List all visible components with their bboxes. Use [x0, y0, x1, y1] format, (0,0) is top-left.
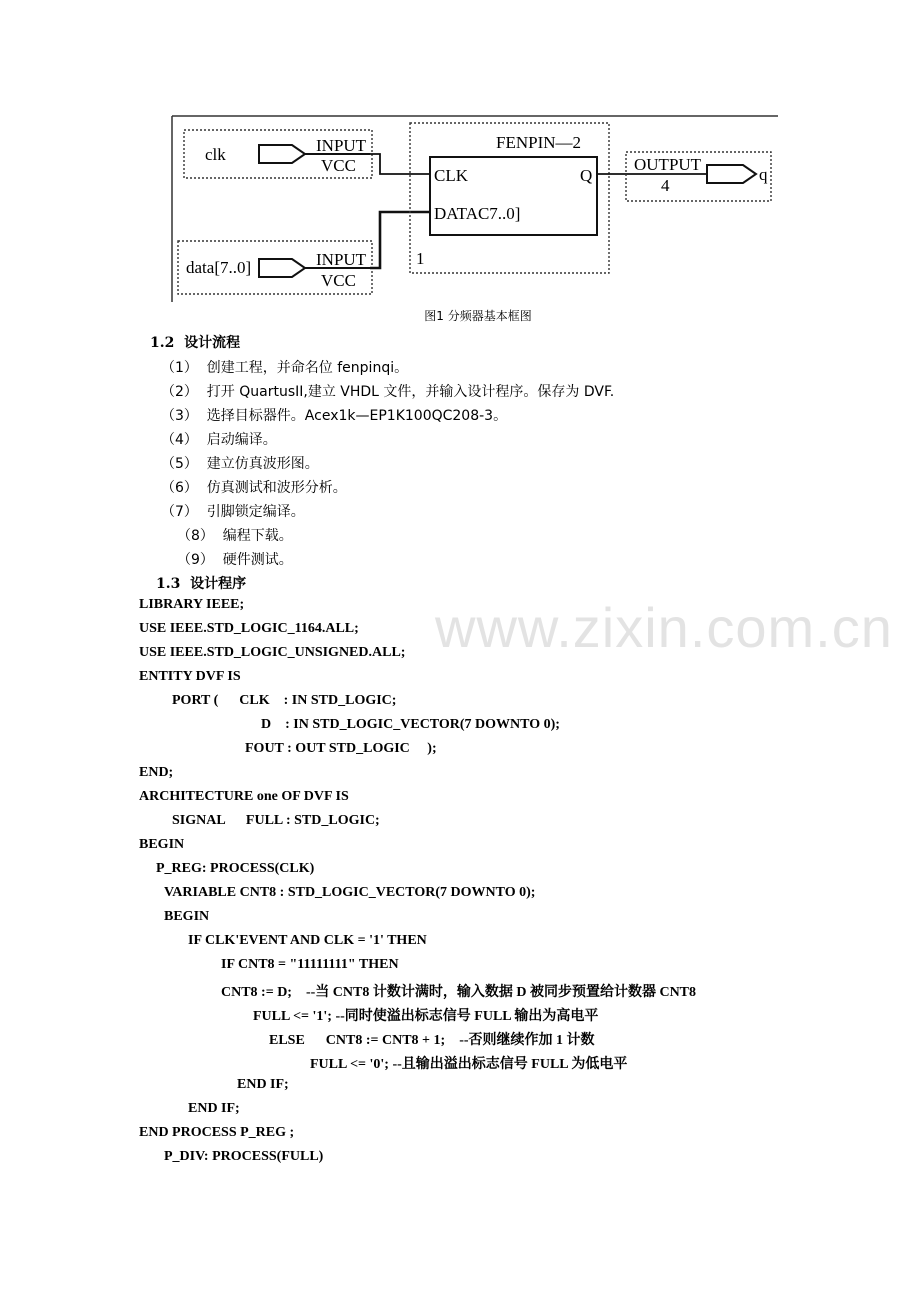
code-line: END IF; — [188, 1101, 240, 1116]
code-line: FULL <= '1'; --同时使溢出标志信号 FULL 输出为高电平 — [253, 1009, 599, 1024]
fenpin-title: FENPIN—2 — [496, 133, 582, 152]
code-line: FOUT : OUT STD_LOGIC ); — [245, 741, 437, 756]
step-item: （2） 打开 QuartusII,建立 VHDL 文件，并输入设计程序。保存为 DVF. — [161, 384, 615, 400]
code-line: IF CLK'EVENT AND CLK = '1' THEN — [188, 933, 427, 948]
data-input-vcc: VCC — [321, 271, 356, 290]
code-line: ARCHITECTURE one OF DVF IS — [139, 789, 349, 804]
code-line: LIBRARY IEEE; — [139, 597, 245, 612]
step-item: （3） 选择目标器件。Acex1k—EP1K100QC208-3。 — [161, 408, 508, 424]
data-input-type: INPUT — [316, 250, 367, 269]
code-line: BEGIN — [139, 837, 185, 852]
block-diagram — [0, 0, 920, 310]
section-heading-1-2: 1.2 设计流程 — [150, 335, 241, 351]
section-heading-1-3: 1.3 设计程序 — [156, 576, 247, 592]
code-line: BEGIN — [164, 909, 210, 924]
figure-caption: 图1 分频器基本框图 — [424, 309, 532, 323]
code-line: END; — [139, 765, 174, 780]
code-line: IF CNT8 = "11111111" THEN — [221, 957, 399, 972]
step-item: （4） 启动编译。 — [161, 432, 277, 448]
port-q-label: Q — [580, 166, 593, 185]
data-pin-arrow — [259, 259, 305, 277]
code-line: END IF; — [237, 1077, 289, 1092]
step-item: （1） 创建工程，并命名位 fenpinqi。 — [161, 360, 409, 376]
code-line: USE IEEE.STD_LOGIC_UNSIGNED.ALL; — [139, 645, 406, 660]
code-line: PORT ( CLK : IN STD_LOGIC; — [172, 693, 397, 708]
code-line: VARIABLE CNT8 : STD_LOGIC_VECTOR(7 DOWNTO 0); — [164, 885, 536, 900]
code-line: USE IEEE.STD_LOGIC_1164.ALL; — [139, 621, 359, 636]
code-line: ENTITY DVF IS — [139, 669, 241, 684]
clk-input-type: INPUT — [316, 136, 367, 155]
code-line: END PROCESS P_REG ; — [139, 1125, 295, 1140]
clk-input-vcc: VCC — [321, 156, 356, 175]
code-line: P_REG: PROCESS(CLK) — [156, 861, 315, 876]
output-index: 4 — [661, 176, 670, 195]
code-line: D : IN STD_LOGIC_VECTOR(7 DOWNTO 0); — [261, 717, 560, 732]
output-pin-arrow — [707, 165, 756, 183]
output-type: OUTPUT — [634, 155, 702, 174]
output-q-label: q — [759, 165, 768, 184]
block-diagram-svg — [0, 0, 920, 310]
code-line: ELSE CNT8 := CNT8 + 1; --否则继续作加 1 计数 — [269, 1033, 595, 1048]
clk-wire — [370, 154, 430, 174]
code-line: FULL <= '0'; --且输出溢出标志信号 FULL 为低电平 — [310, 1057, 628, 1072]
step-item: （7） 引脚锁定编译。 — [161, 504, 305, 520]
port-data-label: DATAC7..0] — [434, 204, 521, 223]
code-line: SIGNAL FULL : STD_LOGIC; — [172, 813, 380, 828]
code-line: CNT8 := D; --当 CNT8 计数计满时，输入数据 D 被同步预置给计数器 CNT8 — [221, 985, 697, 1000]
data-input-label: data[7..0] — [186, 258, 252, 277]
step-item: （8） 编程下载。 — [177, 528, 293, 544]
clk-input-label: clk — [205, 145, 226, 164]
step-item: （9） 硬件测试。 — [177, 552, 293, 568]
step-item: （5） 建立仿真波形图。 — [161, 456, 319, 472]
port-clk-label: CLK — [434, 166, 468, 185]
block-index-label: 1 — [416, 249, 425, 268]
clk-pin-arrow — [259, 145, 305, 163]
watermark: www.zixin.com.cn — [435, 596, 893, 659]
step-item: （6） 仿真测试和波形分析。 — [161, 480, 347, 496]
code-line: P_DIV: PROCESS(FULL) — [164, 1149, 324, 1164]
